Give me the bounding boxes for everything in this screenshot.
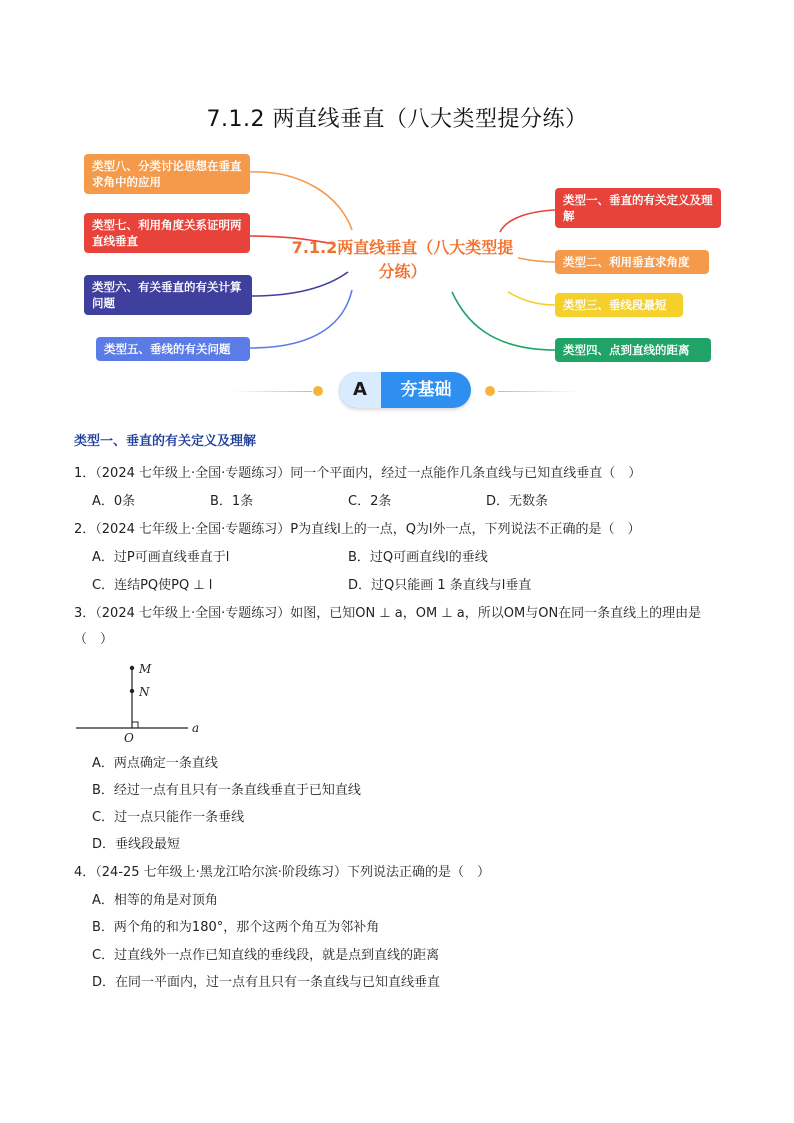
mindmap-node-type8: 类型八、分类讨论思想在垂直求角中的应用 — [84, 154, 250, 194]
q1-option-c: C．2条 — [348, 494, 392, 509]
figure-label-a: a — [192, 721, 200, 735]
badge-label: 夯基础 — [400, 380, 452, 400]
figure-label-m: M — [139, 662, 152, 676]
q1-option-b: B．1条 — [210, 494, 254, 509]
q2-option-b: B．过Q可画直线l的垂线 — [348, 550, 488, 565]
q2-option-a: A．过P可画直线垂直于l — [92, 550, 230, 565]
mindmap-center: 7.1.2两直线垂直（八大类型提分练） — [291, 238, 514, 281]
question-3-stem: 3．（2024 七年级上·全国·专题练习）如图，已知ON ⊥ a，OM ⊥ a，所以OM与ON在同一条直线上的理由是 — [74, 606, 702, 621]
q3-option-b: B．经过一点有且只有一条直线垂直于已知直线 — [92, 783, 361, 798]
perpendicular-figure — [72, 660, 212, 746]
q4-option-a: A．相等的角是对顶角 — [92, 893, 218, 908]
badge-line-right — [498, 391, 578, 392]
section-title: 类型一、垂直的有关定义及理解 — [74, 434, 257, 449]
q4-option-d: D．在同一平面内，过一点有且只有一条直线与已知直线垂直 — [92, 975, 441, 990]
q3-option-c: C．过一点只能作一条垂线 — [92, 810, 245, 825]
question-2-stem: 2．（2024 七年级上·全国·专题练习）P为直线l上的一点，Q为l外一点，下列说法不正确的是（ ） — [74, 522, 641, 537]
mindmap-node-type7: 类型七、利用角度关系证明两直线垂直 — [84, 213, 250, 253]
question-4-stem: 4．（24-25 七年级上·黑龙江哈尔滨·阶段练习）下列说法正确的是（ ） — [74, 865, 490, 880]
q3-option-d: D．垂线段最短 — [92, 837, 181, 852]
mindmap-node-type6: 类型六、有关垂直的有关计算问题 — [84, 275, 252, 315]
mindmap-node-type2: 类型二、利用垂直求角度 — [555, 250, 709, 274]
question-1-stem: 1．（2024 七年级上·全国·专题练习）同一个平面内，经过一点能作几条直线与已知直线垂直（ ） — [74, 466, 642, 481]
question-3-stem-cont: （ ） — [74, 632, 114, 647]
badge-dot-right — [485, 386, 495, 396]
q2-option-d: D．过Q只能画 1 条直线与l垂直 — [348, 578, 532, 593]
figure-label-o: O — [124, 731, 134, 745]
page-title: 7.1.2 两直线垂直（八大类型提分练） — [206, 107, 588, 132]
section-badge — [339, 372, 471, 408]
mindmap-node-type5: 类型五、垂线的有关问题 — [96, 337, 250, 361]
badge-letter: A — [339, 372, 381, 408]
q1-option-d: D．无数条 — [486, 494, 549, 509]
figure-label-n: N — [139, 685, 150, 699]
q4-option-c: C．过直线外一点作已知直线的垂线段，就是点到直线的距离 — [92, 948, 440, 963]
q4-option-b: B．两个角的和为180°，那个这两个角互为邻补角 — [92, 920, 380, 935]
mindmap-node-type1: 类型一、垂直的有关定义及理解 — [555, 188, 721, 228]
mindmap-node-type3: 类型三、垂线段最短 — [555, 293, 683, 317]
q3-option-a: A．两点确定一条直线 — [92, 756, 218, 771]
q2-option-c: C．连结PQ使PQ ⊥ l — [92, 578, 213, 593]
badge-dot-left — [313, 386, 323, 396]
mindmap-node-type4: 类型四、点到直线的距离 — [555, 338, 711, 362]
q1-option-a: A．0条 — [92, 494, 136, 509]
badge-line-left — [232, 391, 312, 392]
